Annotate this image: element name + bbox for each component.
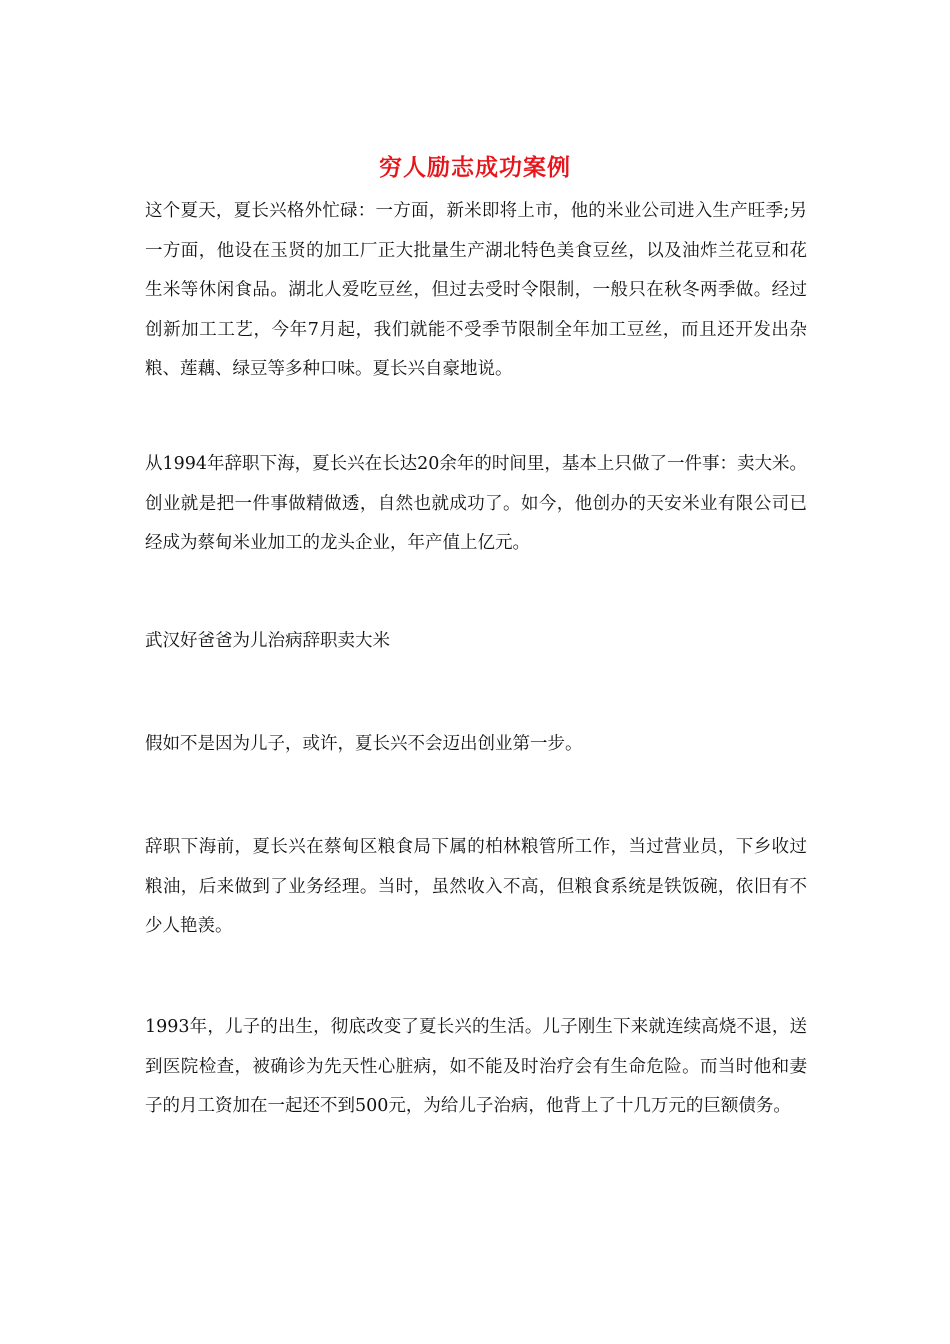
paragraph-1: 这个夏天，夏长兴格外忙碌：一方面，新米即将上市，他的米业公司进入生产旺季;另一方面，他设在玉贤的加工厂正大批量生产湖北特色美食豆丝，以及油炸兰花豆和花生米等休闲食品。湖北人爱吃豆丝，但过去受时令限制，一般只在秋冬两季做。经过创新加工工艺，今年7月起，我们就能不受季节限制全年加工豆丝，而且还开发出杂粮、莲藕、绿豆等多种口味。夏长兴自豪地说。 [145, 201, 807, 379]
paragraph-3: 武汉好爸爸为儿治病辞职卖大米 [145, 631, 390, 651]
paragraph-6: 1993年，儿子的出生，彻底改变了夏长兴的生活。儿子刚生下来就连续高烧不退，送到医院检查，被确诊为先天性心脏病，如不能及时治疗会有生命危险。而当时他和妻子的月工资加在一起还不到500元，为给儿子治病，他背上了十几万元的巨额债务。 [145, 1017, 807, 1116]
document-title: 穷人励志成功案例 [379, 154, 571, 181]
paragraph-2: 从1994年辞职下海，夏长兴在长达20余年的时间里，基本上只做了一件事：卖大米。创业就是把一件事做精做透，自然也就成功了。如今，他创办的天安米业有限公司已经成为蔡甸米业加工的龙头企业，年产值上亿元。 [145, 454, 807, 553]
paragraph-5: 辞职下海前，夏长兴在蔡甸区粮食局下属的柏林粮管所工作，当过营业员，下乡收过粮油，后来做到了业务经理。当时，虽然收入不高，但粮食系统是铁饭碗，依旧有不少人艳羡。 [145, 837, 807, 936]
paragraph-4: 假如不是因为儿子，或许，夏长兴不会迈出创业第一步。 [145, 734, 583, 754]
